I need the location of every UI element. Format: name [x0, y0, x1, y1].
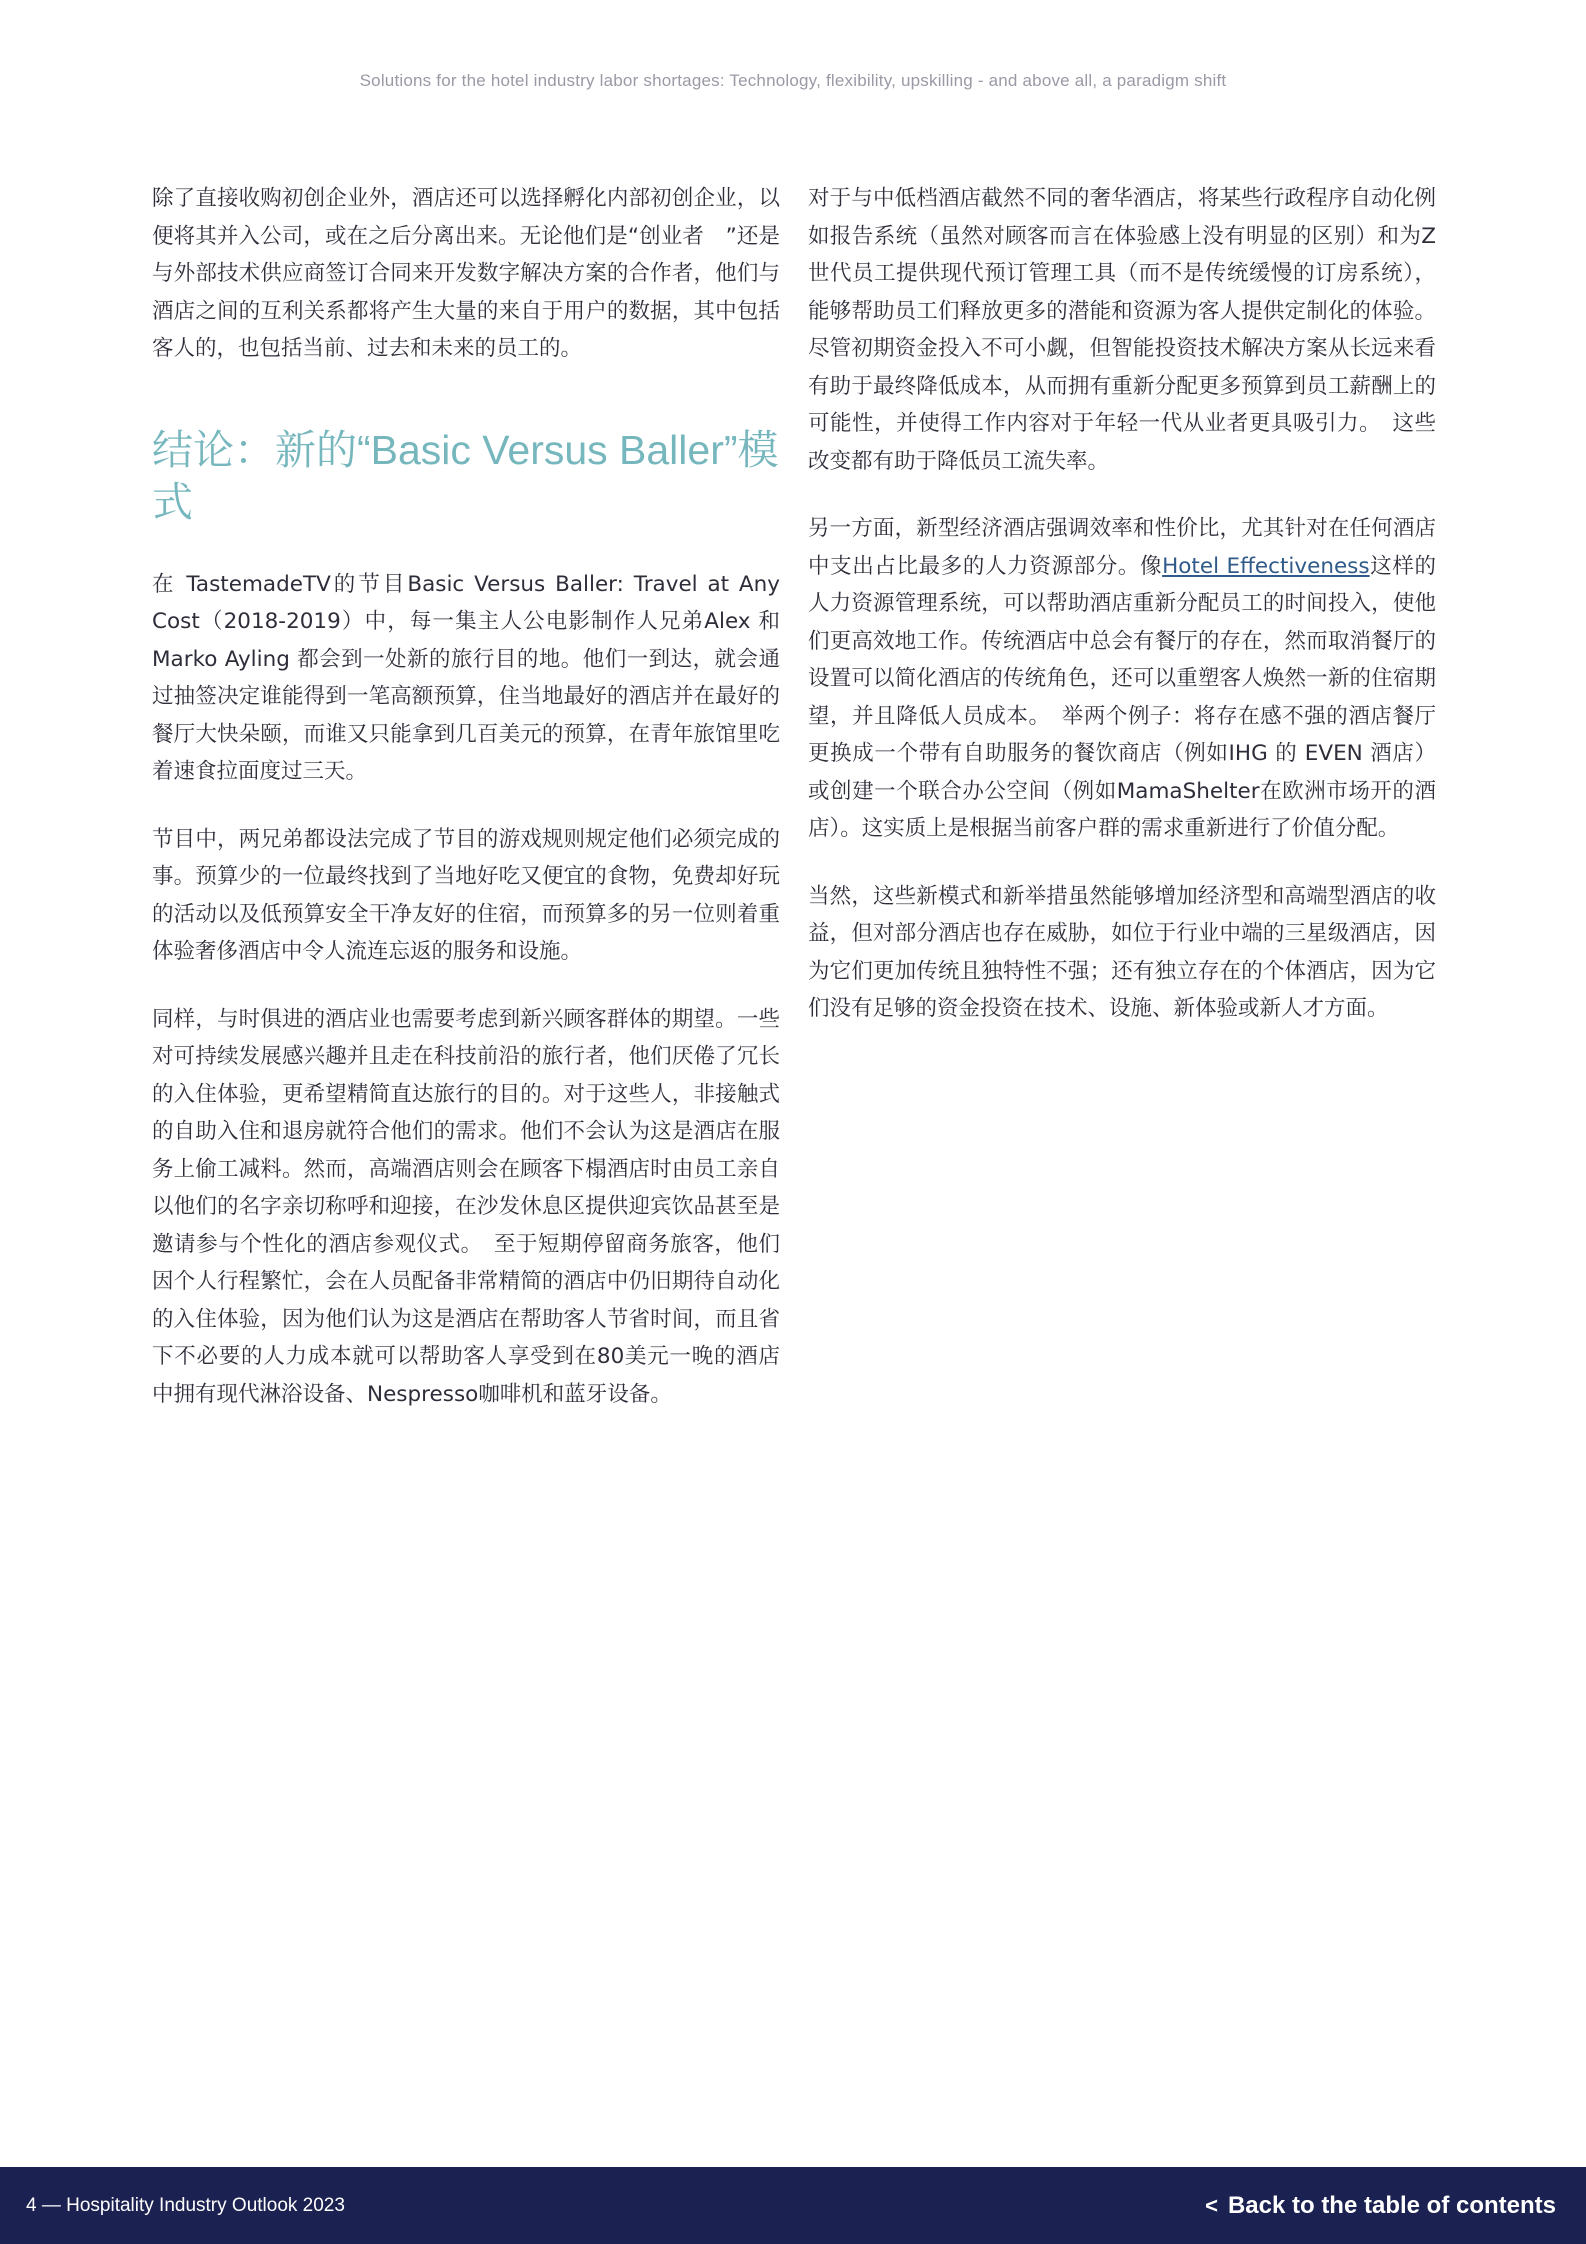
back-to-contents-label: Back to the table of contents — [1227, 2192, 1556, 2219]
chevron-left-icon: < — [1205, 2193, 1218, 2218]
paragraph: 当然，这些新模式和新举措虽然能够增加经济型和高端型酒店的收益，但对部分酒店也存在威胁，如位于行业中端的三星级酒店，因为它们更加传统且独特性不强；还有独立存在的个体酒店，因为它们没有足够的资金投资在技术、设施、新体验或新人才方面。 — [808, 883, 1436, 1021]
left-column — [152, 180, 780, 1443]
page-label: 4 — Hospitality Industry Outlook 2023 — [26, 2195, 345, 2216]
paragraph-text: 这样的人力资源管理系统，可以帮助酒店重新分配员工的时间投入，使他们更高效地工作。传统酒店中总会有餐厅的存在，然而取消餐厅的设置可以简化酒店的传统角色，还可以重塑客人焕然一新的住宿期望，并且降低人员成本。 举两个例子：将存在感不强的酒店餐厅更换成一个带有自助服务的餐饮商店（例如IHG 的 EVEN 酒店）或创建一个联合办公空间（例如MamaShelter在欧洲市场开的酒店）。这实质上是根据当前客户群的需求重新进行了价值分配。 — [808, 553, 1436, 841]
section-heading: 结论：新的“Basic Versus Baller”模式 — [152, 426, 779, 525]
paragraph: 在 TastemadeTV的节目Basic Versus Baller: Travel at Any Cost（2018-2019）中，每一集主人公电影制作人兄弟Alex 和 Marko Ayling 都会到一处新的旅行目的地。他们一到达，就会通过抽签决定谁能得到一笔高额预算，住当地最好的酒店并在最好的餐厅大快朵颐，而谁又只能拿到几百美元的预算，在青年旅馆里吃着速食拉面度过三天。 — [152, 571, 780, 784]
paragraph-text: 另一方面，新型经济酒店强调效率和性价比，尤其针对在任何酒店中支出占比最多的人力资源部分。像 — [808, 516, 1436, 579]
footer-bar — [0, 2167, 1586, 2244]
paragraph: 同样，与时俱进的酒店业也需要考虑到新兴顾客群体的期望。一些对可持续发展感兴趣并且走在科技前沿的旅行者，他们厌倦了冗长的入住体验，更希望精简直达旅行的目的。对于这些人，非接触式的自助入住和退房就符合他们的需求。他们不会认为这是酒店在服务上偷工减料。然而，高端酒店则会在顾客下榻酒店时由员工亲自以他们的名字亲切称呼和迎接，在沙发休息区提供迎宾饮品甚至是邀请参与个性化的酒店参观仪式。 至于短期停留商务旅客，他们因个人行程繁忙，会在人员配备非常精简的酒店中仍旧期待自动化的入住体验，因为他们认为这是酒店在帮助客人节省时间，而且省下不必要的人力成本就可以帮助客人享受到在80美元一晚的酒店中拥有现代淋浴设备、Nespresso咖啡机和蓝牙设备。 — [152, 1006, 780, 1407]
right-column — [808, 180, 1436, 1058]
paragraph: 节目中，两兄弟都设法完成了节目的游戏规则规定他们必须完成的事。预算少的一位最终找到了当地好吃又便宜的食物，免费却好玩的活动以及低预算安全干净友好的住宿，而预算多的另一位则着重体验奢侈酒店中令人流连忘返的服务和设施。 — [152, 826, 780, 964]
paragraph-with-link — [808, 510, 1436, 848]
paragraph: 对于与中低档酒店截然不同的奢华酒店，将某些行政程序自动化例如报告系统（虽然对顾客而言在体验感上没有明显的区别）和为Z世代员工提供现代预订管理工具（而不是传统缓慢的订房系统），能够帮助员工们释放更多的潜能和资源为客人提供定制化的体验。尽管初期资金投入不可小觑，但智能投资技术解决方案从长远来看有助于最终降低成本，从而拥有重新分配更多预算到员工薪酬上的可能性，并使得工作内容对于年轻一代从业者更具吸引力。 这些改变都有助于降低员工流失率。 — [808, 186, 1436, 474]
paragraph: 除了直接收购初创企业外，酒店还可以选择孵化内部初创企业，以便将其并入公司，或在之后分离出来。无论他们是“创业者 ”还是与外部技术供应商签订合同来开发数字解决方案的合作者，他们与酒店之间的互利关系都将产生大量的来自于用户的数据，其中包括客人的，也包括当前、过去和未来的员工的。 — [152, 186, 780, 361]
hotel-effectiveness-link[interactable]: Hotel Effectiveness — [1162, 553, 1370, 579]
running-header: Solutions for the hotel industry labor shortages: Technology, flexibility, upskilling - and above all, a paradigm shift — [359, 71, 1227, 90]
back-to-contents-link[interactable] — [1205, 2167, 1556, 2244]
